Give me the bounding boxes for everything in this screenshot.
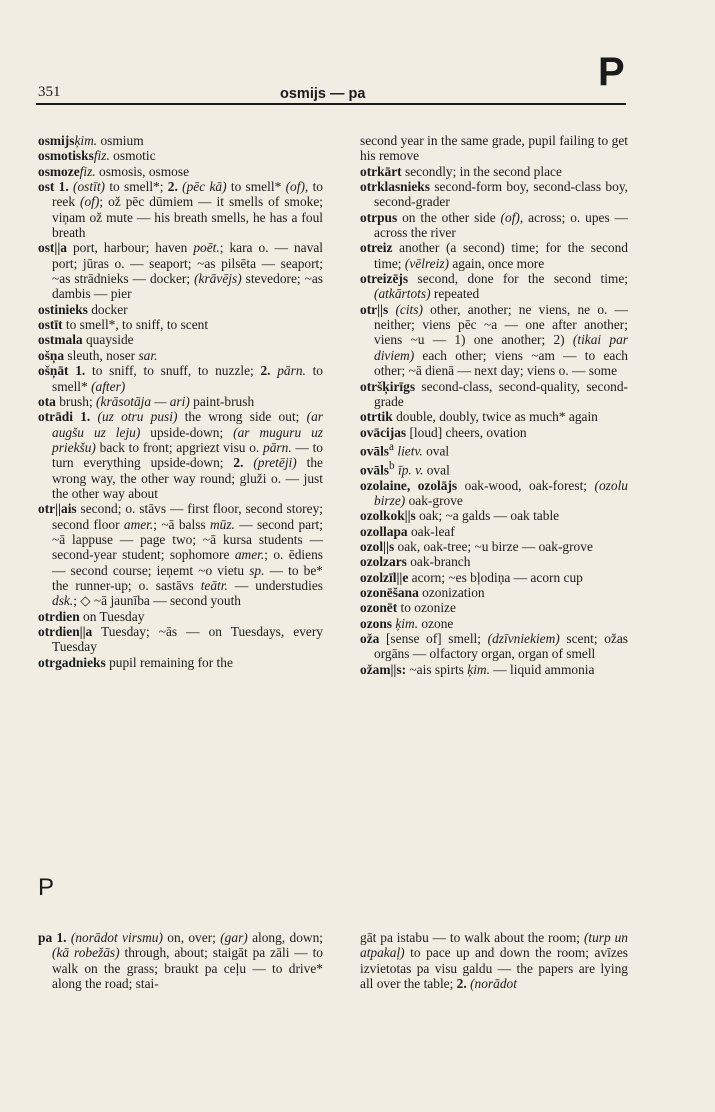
- label-italic: amer.: [123, 516, 154, 532]
- label-italic: teātr.: [200, 577, 228, 593]
- dictionary-entry: otreizējs second, done for the second time; (atkārtots) repeated: [360, 271, 628, 302]
- dictionary-entry: osmozefiz. osmosis, osmose: [38, 163, 190, 179]
- running-head: osmijs — pa: [280, 86, 366, 102]
- label-italic: (krāvējs): [194, 271, 242, 287]
- label-italic: (ar augšu uz leju): [52, 409, 323, 440]
- label-italic: (atkārtots): [374, 286, 431, 302]
- label-italic: (uz otru pusi): [97, 409, 178, 425]
- label-italic: pārn.: [277, 363, 306, 379]
- label-italic: (pēc kā): [182, 179, 227, 195]
- label-italic: (norādot: [470, 976, 517, 992]
- dictionary-entry: otrkārt secondly; in the second place: [360, 163, 562, 179]
- label-italic: (gar): [220, 930, 248, 945]
- dictionary-entry: otrdien on Tuesday: [38, 608, 145, 624]
- headword: otrdien||a: [38, 624, 93, 639]
- dictionary-entry: otršķirīgs second-class, second-quality, second-grade: [360, 378, 628, 409]
- headword: otr||s: [360, 301, 389, 317]
- label-italic: (cits): [395, 301, 423, 317]
- headword: ošņāt: [38, 363, 69, 379]
- dictionary-entry: otr||s (cits) other, another; ne viens, ne o. — neither; viens pēc ~a — one after another; viens ~u — 1) one another; 2) (tikai par diviem) each other; viens ~am — to each other; ~ā dienā — next day; viens o. — some: [360, 301, 629, 379]
- dictionary-entry: ozonēšana ozonization: [360, 584, 485, 600]
- dictionary-entry: ozollapa oak-leaf: [360, 523, 455, 539]
- label-italic: pārn.: [263, 439, 292, 455]
- sense-number: 2.: [233, 455, 254, 471]
- dictionary-entry: ovāls$^a$ lietv. oval: [360, 440, 450, 459]
- label-italic: dsk.: [52, 593, 74, 609]
- headword: otršķirīgs: [360, 378, 416, 394]
- headword: otrdien: [38, 608, 80, 624]
- headword: ovāls: [360, 443, 390, 459]
- dictionary-entry: pa 1. (norādot virsmu) on, over; (gar) along, down; (kā robežās) through, about; staigāt pa zāli — to walk on the grass; braukt pa ceļu — to drive* along the road; stai-: [38, 930, 323, 992]
- label-italic: (ar muguru uz priekšu): [52, 424, 323, 455]
- label-italic: (of): [500, 209, 520, 225]
- dictionary-entry: ozonēt to ozonize: [360, 600, 456, 616]
- headword: ošņa: [38, 347, 65, 363]
- headword-superscript: a: [389, 440, 394, 453]
- headword: oža: [360, 630, 380, 646]
- label-italic: (ostīt): [73, 179, 106, 195]
- headword-superscript: b: [389, 459, 395, 472]
- sense-number: 1.: [52, 930, 71, 945]
- dictionary-entry: ozolkok||s oak; ~a galds — oak table: [360, 508, 560, 524]
- headword: ost||a: [38, 240, 67, 256]
- headword: ožam||s:: [360, 661, 407, 677]
- dictionary-entry: otrpus on the other side (of), across; o. upes — across the river: [360, 209, 628, 241]
- dictionary-entry: ost 1. (ostīt) to smell*; 2. (pēc kā) to smell* (of), to reek (of); ož pēc dūmiem — it smells of smoke; viņam ož mute — his breath smells, he has a foul breath: [38, 179, 323, 241]
- headword: osmijs: [38, 133, 75, 148]
- dictionary-entry: oža [sense of] smell; (dzīvniekiem) scent; ožas orgāns — olfactory organ, organ of smell: [360, 630, 628, 662]
- headword: ozol||s: [360, 538, 395, 554]
- label-italic: (tikai par diviem): [374, 332, 629, 363]
- dictionary-entry: ovācijas [loud] cheers, ovation: [360, 424, 527, 440]
- sense-number: 2.: [456, 976, 471, 992]
- dictionary-entry: otr||ais second; o. stāvs — first floor, second storey; second floor amer.; ~ā balss mūz. — second part; ~ā lappuse — page two; ~ā kursa students — second-year student; sophomore amer.; o. ēdiens — second course; ieņemt ~o vietu sp. — to be* the runner-up; o. sastāvs teātr. — understudies dsk.; ◇ ~ā jaunība — second youth: [38, 501, 324, 609]
- headword: ozonēt: [360, 600, 398, 616]
- section-letter: P: [38, 874, 55, 901]
- label-italic: (ozolu birze): [374, 477, 628, 508]
- headword: ostmala: [38, 332, 83, 348]
- label-italic: ķim.: [395, 615, 419, 631]
- dictionary-entry: ozol||s oak, oak-tree; ~u birze — oak-grove: [360, 538, 593, 554]
- headword: ozons: [360, 615, 392, 631]
- dictionary-entry: osmijsķim. osmium: [38, 133, 144, 148]
- headword: ovāls: [360, 462, 390, 478]
- sense-number: 1.: [68, 363, 92, 379]
- headword: ozolzīl||e: [360, 569, 409, 585]
- dictionary-entry: otrklasnieks second-form boy, second-class boy, second-grader: [360, 179, 628, 210]
- dictionary-entry: otrgadnieks pupil remaining for the: [38, 654, 233, 670]
- dictionary-entry: ostīt to smell*, to sniff, to scent: [38, 317, 209, 333]
- section-letter-top: P: [598, 50, 625, 94]
- headword: ovācijas: [360, 424, 407, 440]
- label-italic: lietv.: [397, 443, 423, 459]
- label-italic: fiz.: [79, 163, 96, 179]
- headword: otreiz: [360, 240, 393, 256]
- label-italic: ķim.: [467, 661, 490, 677]
- dictionary-entry: gāt pa istabu — to walk about the room; (turp un atpakaļ) to pace up and down the room; avīzes izvietotas pa visu galdu — the papers are lying all over the table; 2. (norādot: [360, 930, 628, 992]
- headword: otrādi: [38, 409, 73, 425]
- dictionary-entry: ozolzars oak-branch: [360, 554, 471, 570]
- sense-number: 1.: [54, 179, 74, 195]
- headword: ost: [38, 179, 55, 195]
- label-italic: (turp un atpakaļ): [360, 930, 628, 961]
- dictionary-entry: ostinieks docker: [38, 301, 128, 317]
- headword: ozolaine, ozolājs: [360, 477, 458, 493]
- headword: ozolkok||s: [360, 508, 416, 524]
- headword: ota: [38, 393, 56, 409]
- dictionary-entry: ozolzīl||e acorn; ~es bļodiņa — acorn cup: [360, 569, 583, 585]
- headword: osmotisks: [38, 148, 94, 164]
- label-italic: ķim.: [74, 133, 98, 148]
- label-italic: mūz.: [209, 516, 235, 532]
- dictionary-entry: ošņāt 1. to sniff, to snuff, to nuzzle; 2. pārn. to smell* (after): [38, 363, 324, 394]
- label-italic: (of): [80, 194, 100, 210]
- bottom-right-column: [360, 930, 628, 991]
- headword: otrtik: [360, 409, 393, 425]
- headword: ozolzars: [360, 554, 407, 570]
- label-italic: sp.: [249, 562, 265, 578]
- sense-number: 2.: [260, 363, 278, 379]
- right-column: [360, 133, 628, 677]
- label-italic: amer.: [234, 547, 265, 563]
- label-italic: (kā robežās): [52, 945, 120, 961]
- dictionary-entry: ozolaine, ozolājs oak-wood, oak-forest; (ozolu birze) oak-grove: [360, 477, 628, 508]
- dictionary-entry: ošņa sleuth, noser sar.: [38, 347, 158, 363]
- left-column: [38, 133, 323, 670]
- label-italic: (vēlreiz): [404, 255, 449, 271]
- headword: ozonēšana: [360, 584, 419, 600]
- headword: otr||ais: [38, 501, 77, 517]
- bottom-left-column: [38, 930, 323, 991]
- dictionary-entry: otrtik double, doubly, twice as much* again: [360, 409, 598, 425]
- label-italic: (norādot virsmu): [70, 930, 163, 945]
- headword: otrkārt: [360, 163, 402, 179]
- label-italic: (krāsotāja — ari): [96, 393, 190, 409]
- headword: ozollapa: [360, 523, 408, 539]
- headword: ostinieks: [38, 301, 88, 317]
- dictionary-entry: ožam||s: ~ais spirts ķim. — liquid ammonia: [360, 661, 595, 677]
- dictionary-entry: ozons ķim. ozone: [360, 615, 454, 631]
- sense-number: 1.: [72, 409, 98, 425]
- dictionary-entry: otrdien||a Tuesday; ~ās — on Tuesdays, every Tuesday: [38, 624, 323, 655]
- headword: otreizējs: [360, 271, 409, 287]
- label-italic: (after): [91, 378, 126, 394]
- dictionary-entry: ostmala quayside: [38, 332, 134, 348]
- sense-number: 2.: [167, 179, 183, 195]
- page-number: 351: [38, 84, 61, 100]
- dictionary-entry: otreiz another (a second) time; for the second time; (vēlreiz) again, once more: [360, 240, 628, 271]
- label-italic: sar.: [138, 347, 158, 363]
- label-italic: īp. v.: [397, 462, 424, 478]
- dictionary-entry: ost||a port, harbour; haven poēt.; kara o. — naval port; jūras o. — seaport; ~as pilsēta — seaport; ~as strādnieks — docker; (krāvējs) stevedore; ~as dambis — pier: [38, 240, 323, 302]
- dictionary-entry: ovāls$^b$ īp. v. oval: [360, 459, 450, 478]
- label-italic: poēt.: [193, 240, 220, 256]
- dictionary-entry: ota brush; (krāsotāja — ari) paint-brush: [38, 393, 255, 409]
- dictionary-entry: osmotisksfiz. osmotic: [38, 148, 156, 164]
- label-italic: (of): [285, 179, 305, 195]
- headword: pa: [38, 930, 53, 945]
- dictionary-entry: second year in the same grade, pupil failing to get his remove: [360, 133, 628, 164]
- top-rule: [36, 103, 626, 105]
- headword: otrklasnieks: [360, 179, 430, 195]
- headword: ostīt: [38, 317, 63, 333]
- label-italic: (pretēji): [253, 455, 297, 471]
- headword: osmoze: [38, 163, 80, 179]
- headword: otrpus: [360, 209, 398, 225]
- label-italic: (dzīvniekiem): [487, 630, 560, 646]
- headword: otrgadnieks: [38, 654, 106, 670]
- label-italic: fiz.: [93, 148, 110, 164]
- dictionary-entry: otrādi 1. (uz otru pusi) the wrong side out; (ar augšu uz leju) upside-down; (ar muguru uz priekšu) back to front; apgriezt visu o. pārn. — to turn everything upside-down; 2. (pretēji) the wrong way, the other way round; gluži o. — just the other way about: [38, 409, 323, 501]
